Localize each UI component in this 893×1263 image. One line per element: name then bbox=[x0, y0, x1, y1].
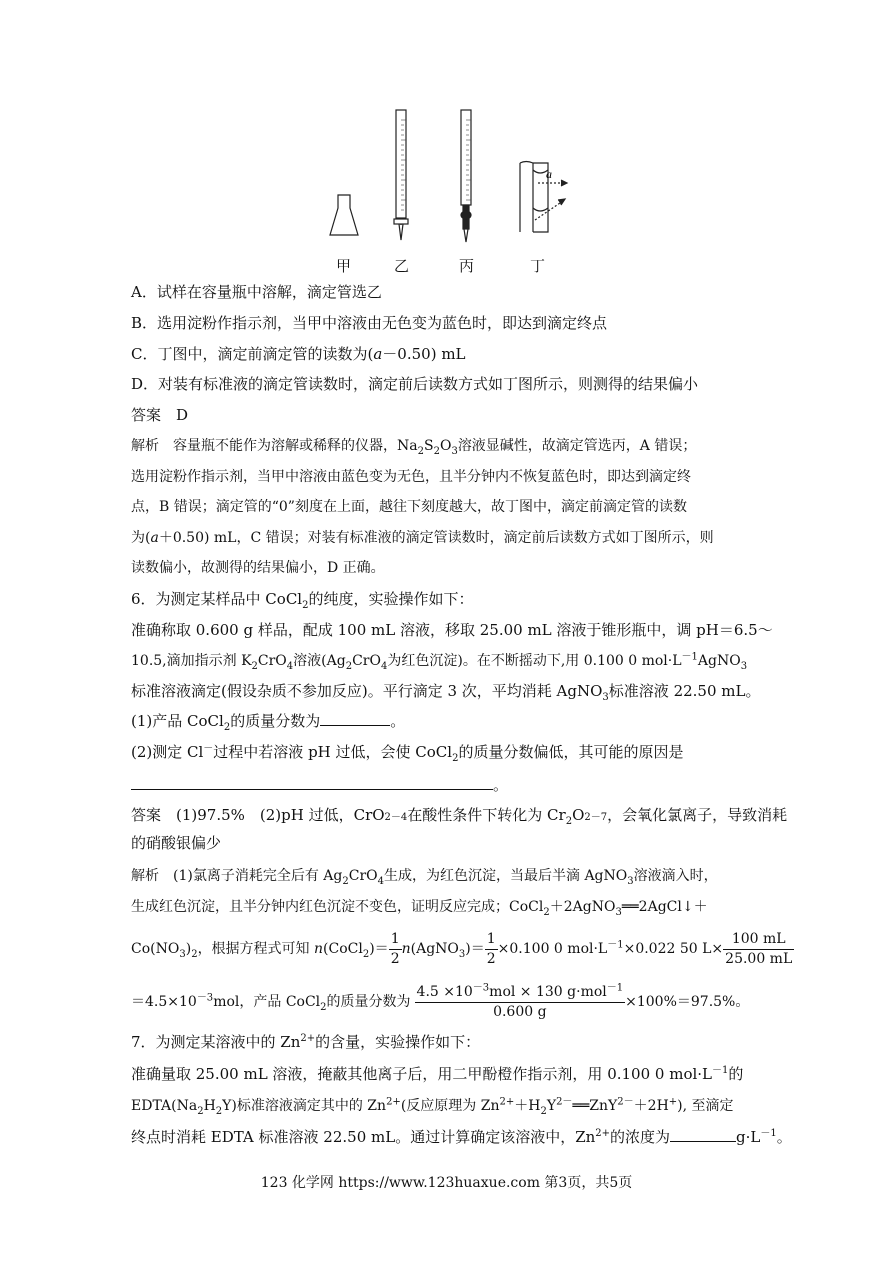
titration-apparatus-figure bbox=[320, 100, 580, 245]
q6-part2: (2)测定 Cl－过程中若溶液 pH 过低，会使 CoCl$_2$的质量分数偏低，其可能的原因是 bbox=[131, 743, 684, 764]
page-footer: 123 化学网 https://www.123huaxue.com 第3页，共5页 bbox=[260, 1175, 633, 1191]
option-b: B．选用淀粉作指示剂，当甲中溶液由无色变为蓝色时，即达到滴定终点 bbox=[131, 314, 608, 332]
reading-diagram-ding bbox=[520, 162, 567, 233]
q6-line3: 10.5,滴加指示剂 $K_2CrO_4$溶液($Ag_2CrO_4$为红色沉淀)。在不断摇动下,用 0.100 0 $mol\cdot L^{-1}AgNO_3$ bbox=[131, 651, 748, 672]
option-c-post: －0.50) mL bbox=[382, 345, 466, 363]
option-c-var: a bbox=[373, 345, 383, 363]
answer-blank-2[interactable] bbox=[131, 773, 493, 790]
q6-stem: 6．为测定某样品中 CoCl$_2$的纯度，实验操作如下： bbox=[131, 590, 474, 611]
q5-answer: 答案 D bbox=[131, 406, 189, 424]
q6-part2-blank: 。 bbox=[131, 773, 508, 795]
label-bing: 丙 bbox=[459, 257, 475, 275]
q5-jiexi-4: 为(a＋0.50) mL，C 错误；对装有标准液的滴定管读数时，滴定前后读数方式如丁图所示，则 bbox=[131, 530, 714, 546]
q7-line2: 准确量取 25.00 mL 溶液，掩蔽其他离子后，用二甲酚橙作指示剂，用 0.100 0 $mol\cdot L^{-1}$的 bbox=[131, 1065, 744, 1083]
q6-part1: (1)产品 CoCl$_2$的质量分数为 。 bbox=[131, 712, 406, 733]
q5-jiexi-3: 点，B 错误；滴定管的“0”刻度在上面，越往下刻度越大，故丁图中，滴定前滴定管的读数 bbox=[131, 499, 687, 515]
q7-line4: 终点时消耗 EDTA 标准溶液 22.50 mL。通过计算确定该溶液中，$Zn^{2+}$的浓度为 $g\cdot L^{-1}$。 bbox=[131, 1128, 792, 1146]
q6-answer-2: 的硝酸银偏少 bbox=[131, 834, 222, 852]
label-jia: 甲 bbox=[336, 257, 352, 275]
q6-jiexi-4: $=4.5\times 10^{-3}mol$，产品 CoCl$_2$的质量分数为 $\frac{4.5 \times 10^{-3}mol \times 130 g\cdot mol^{-1}}{0.600 g}$ ×100%＝97.5%。 bbox=[131, 981, 750, 1020]
q5-jiexi-2: 选用淀粉作指示剂，当甲中溶液由蓝色变为无色，且半分钟内不恢复蓝色时，即达到滴定终 bbox=[131, 469, 691, 485]
a-mark: a bbox=[546, 167, 552, 181]
q5-jiexi-5: 读数偏小，故测得的结果偏小，D 正确。 bbox=[131, 560, 385, 576]
option-a: A．试样在容量瓶中溶解，滴定管选乙 bbox=[131, 283, 382, 301]
q6-line2: 准确称取 0.600 g 样品，配成 100 mL 溶液，移取 25.00 mL 溶液于锥形瓶中，调 pH＝6.5～ bbox=[131, 621, 773, 639]
q5-jiexi-1: 解析 容量瓶不能作为溶解或稀释的仪器，$Na_2S_2O_3$溶液显碱性，故滴定管选丙，A 错误； bbox=[131, 438, 697, 457]
q7-line3: $EDTA(Na_2H_2Y)$标准溶液滴定其中的 $Zn^{2+}$(反应原理为 $Zn^{2+}+H_2Y^{2-}══ZnY^{2-}+2H^+$), 至滴定 bbox=[131, 1096, 734, 1117]
conical-flask-jia bbox=[330, 195, 358, 235]
option-c-pre: C．丁图中，滴定前滴定管的读数为( bbox=[131, 345, 374, 363]
q6-answer: 答案 (1)97.5% (2)pH 过低，CrO2－4在酸性条件下转化为 $Cr_2O2-7$，会氧化氯离子，导致消耗 bbox=[131, 806, 788, 827]
q7-stem: 7．为测定某溶液中的 $Zn^{2+}$的含量，实验操作如下： bbox=[131, 1033, 481, 1051]
q6-jiexi-1: 解析 (1)氯离子消耗完全后有 $Ag_2CrO_4$生成，为红色沉淀，当最后半滴 AgNO$_3$溶液滴入时， bbox=[131, 868, 718, 887]
q6-jiexi-3: $Co(NO_3)_2$，根据方程式可知 n(CoCl$_2$)＝ $\frac{1}{2}$ n(AgNO$_3$)＝ $\frac{1}{2}$ ×0.100 0 $mol\cdot L^{-1}\times 0.022$ 50 L× $\frac{100 mL}{25.00 mL}$ bbox=[131, 930, 793, 967]
label-yi: 乙 bbox=[394, 257, 410, 275]
option-d: D．对装有标准液的滴定管读数时，滴定前后读数方式如丁图所示，则测得的结果偏小 bbox=[131, 375, 699, 393]
answer-blank-3[interactable] bbox=[670, 1141, 736, 1142]
answer-blank-1[interactable] bbox=[320, 725, 390, 726]
option-c bbox=[131, 344, 466, 364]
label-ding: 丁 bbox=[530, 257, 546, 275]
q6-jiexi-2: 生成红色沉淀，且半分钟内红色沉淀不变色，证明反应完成；CoCl$_2$＋2AgNO$_3$══2AgCl↓＋ bbox=[131, 899, 708, 918]
q6-line4: 标准溶液滴定(假设杂质不参加反应)。平行滴定 3 次，平均消耗 AgNO$_3$标准溶液 22.50 mL。 bbox=[131, 682, 761, 703]
